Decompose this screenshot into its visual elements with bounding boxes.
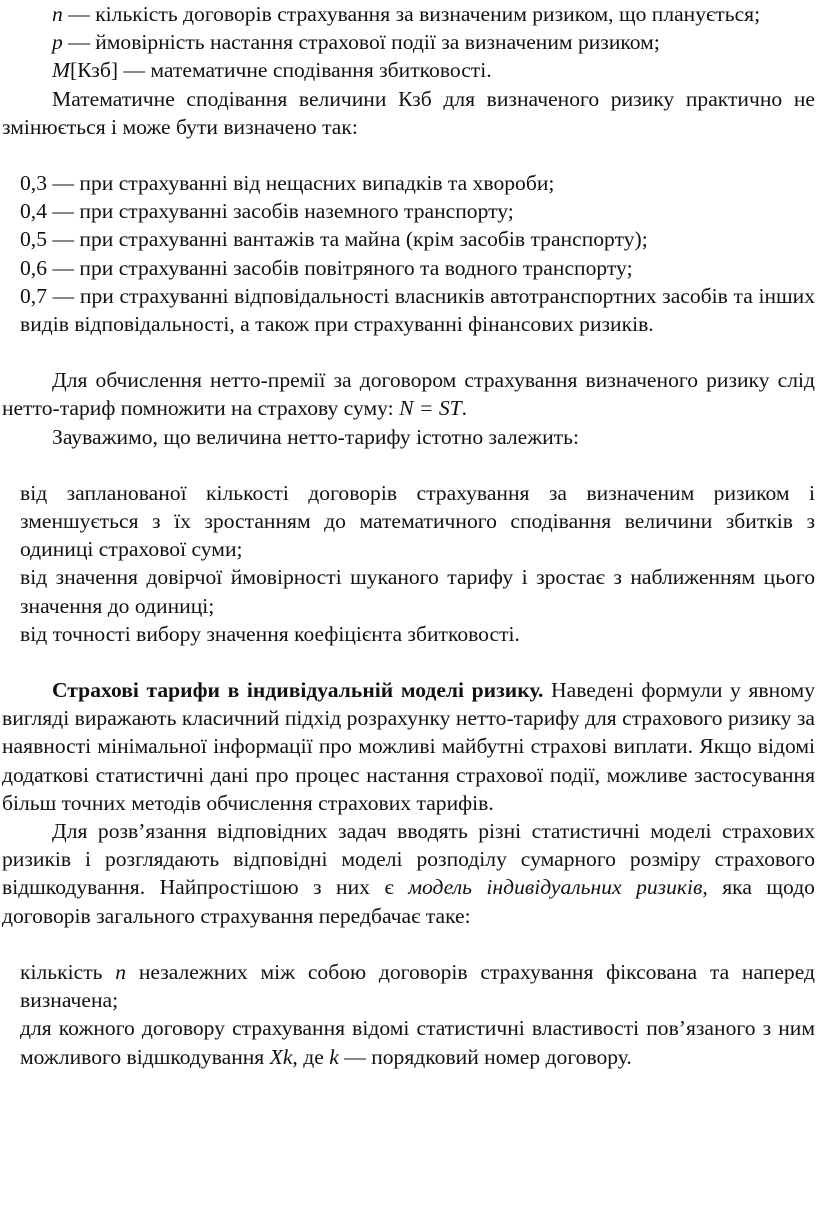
netto-premium-text: Для обчислення нетто-премії за договором страхування визначеного ризику слід нетто-тариф помножити на страхову суму: <box>2 368 815 421</box>
definitions-block <box>2 0 815 85</box>
definition-text: — ймовірність настання страхової події за визначеним ризиком; <box>62 30 660 55</box>
models-paragraph <box>2 817 815 930</box>
model-item-text: незалежних між собою договорів страхування фіксована та наперед визначена; <box>20 959 815 1013</box>
models-text-before: Для розв’язання відповідних задач вводять різні статистичні моделі страхових ризиків і розглядають відповідні моделі розподілу сумарного розміру страхового відшкодування. Найпростішою з них є <box>2 819 815 900</box>
symbol-p: p <box>52 30 63 55</box>
coefficient-item: 0,3 — при страхуванні від нещасних випадків та хвороби; <box>20 171 555 196</box>
coefficient-item: 0,5 — при страхуванні вантажів та майна (крім засобів транспорту); <box>20 227 648 252</box>
dependency-item: від значення довірчої ймовірності шуканого тарифу і зростає з наближенням цього значення до одиниці; <box>20 565 815 618</box>
spacer <box>2 338 815 366</box>
definition-n <box>2 0 815 28</box>
model-item-text: для кожного договору страхування відомі статистичні властивості пов’язаного з ним можливого відшкодування <box>20 1016 815 1069</box>
dependency-item: від точності вибору значення коефіцієнта збитковості. <box>20 621 520 646</box>
models-term: модель індивідуальних ризиків <box>408 875 703 900</box>
model-item-var: k <box>329 1044 339 1069</box>
section-heading: Страхові тарифи в індивідуальній моделі ризику. <box>52 678 544 703</box>
symbol-m: M <box>52 58 70 83</box>
netto-premium-end: . <box>461 396 468 421</box>
definition-text: [Кзб] — математичне сподівання збитковості. <box>70 58 492 83</box>
coefficient-item: 0,7 — при страхуванні відповідальності власників автотранспортних засобів та інших видів відповідальності, а також при страхуванні фінансових ризиків. <box>20 283 815 337</box>
coefficient-list <box>2 169 815 338</box>
dependency-item: від запланованої кількості договорів страхування за визначеним ризиком і зменшується з їх зростанням до математичного сподівання величини збитків з одиниці страхової суми; <box>20 480 815 562</box>
spacer <box>2 930 815 958</box>
spacer <box>2 141 815 169</box>
definition-p <box>2 28 815 56</box>
model-list <box>2 958 815 1071</box>
section-paragraph <box>2 676 815 817</box>
depends-intro: Зауважимо, що величина нетто-тарифу істотно залежить: <box>52 424 579 449</box>
definition-m <box>2 56 815 84</box>
model-item-text: — порядковий номер договору. <box>338 1044 632 1069</box>
definition-text: — кількість договорів страхування за визначеним ризиком, що планується; <box>62 2 761 26</box>
spacer <box>2 648 815 676</box>
dependency-list <box>2 479 815 648</box>
section-text: Наведені формули у явному вигляді виражають класичний підхід розрахунку нетто-тарифу для страхового ризику за наявності мінімальної інформації про можливі майбутні страхові виплати. Якщо відомі додаткові статистичні дані про процес настання страхової події, можливе застосування більш точних методів обчислення страхових тарифів. <box>2 678 815 815</box>
symbol-n: n <box>52 2 63 26</box>
model-item-var: Xk <box>269 1044 293 1069</box>
model-item-text: кількість <box>20 959 116 984</box>
model-item <box>2 958 815 1014</box>
model-item <box>2 1014 815 1070</box>
netto-premium-paragraph <box>2 366 815 422</box>
expectation-intro: Математичне сподівання величини Кзб для визначеного ризику практично не змінюється і може бути визначено так: <box>2 86 815 139</box>
spacer <box>2 451 815 479</box>
model-item-var: n <box>115 959 127 984</box>
netto-premium-formula: N = ST <box>399 396 462 421</box>
models-text-after: , яка щодо договорів загального страхування передбачає таке: <box>2 875 815 928</box>
model-item-text: , де <box>292 1044 330 1069</box>
coefficient-item: 0,4 — при страхуванні засобів наземного транспорту; <box>20 199 514 224</box>
coefficient-item: 0,6 — при страхуванні засобів повітряного та водного транспорту; <box>20 255 633 280</box>
